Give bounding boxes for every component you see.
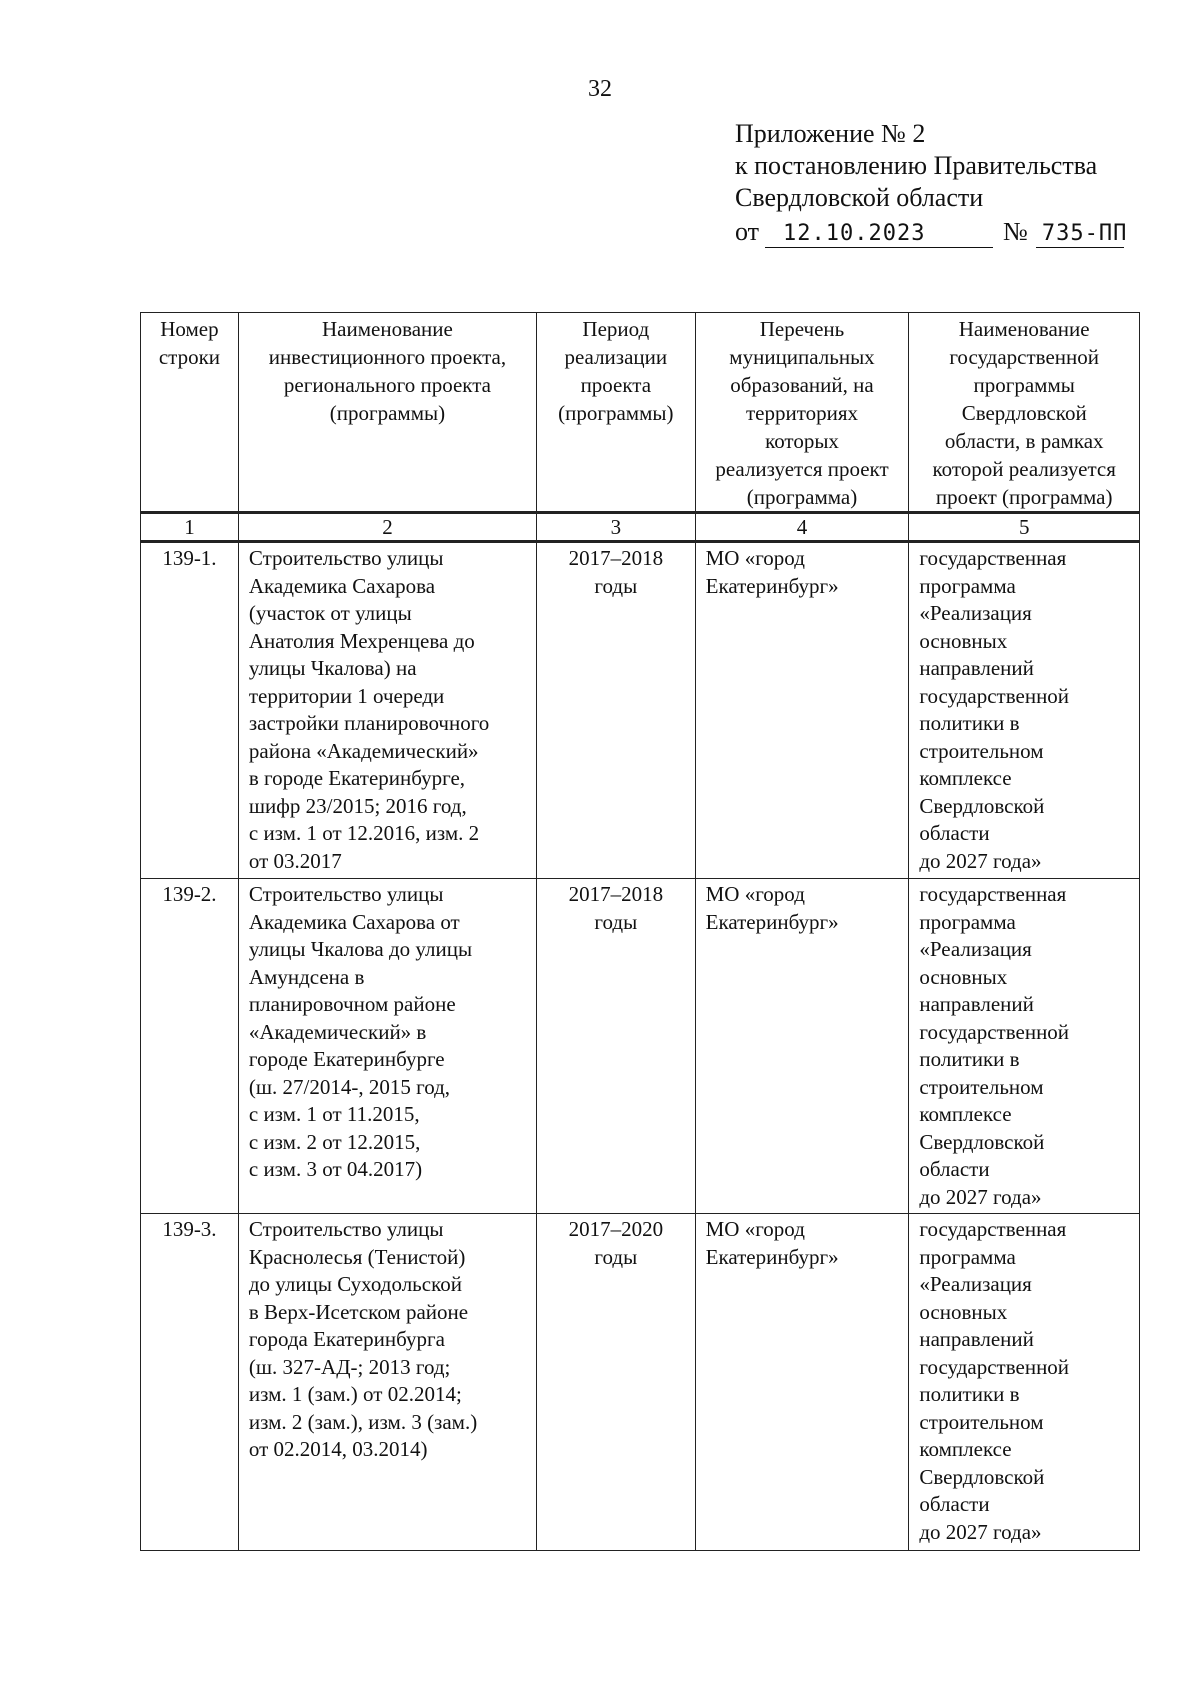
table-row <box>141 1214 1140 1551</box>
project-period: 2017–2018 годы <box>537 542 696 879</box>
projects-table <box>140 312 1140 1551</box>
row-number: 139-3. <box>141 1214 239 1551</box>
column-number: 1 <box>141 513 239 542</box>
appendix-region-line: Свердловской области <box>735 183 984 212</box>
row-number: 139-2. <box>141 879 239 1214</box>
column-number: 2 <box>238 513 536 542</box>
column-number: 4 <box>695 513 909 542</box>
column-number: 3 <box>537 513 696 542</box>
header-project-name: Наименование инвестиционного проекта, регионального проекта (программы) <box>238 313 536 513</box>
project-name: Строительство улицы Академика Сахарова от улицы Чкалова до улицы Амундсена в планировочном районе «Академический» в городе Екатеринбурге (ш. 27/2014-, 2015 год, с изм. 1 от 11.2015, с изм. 2 от 12.2015, с изм. 3 от 04.2017) <box>238 879 536 1214</box>
header-period: Период реализации проекта (программы) <box>537 313 696 513</box>
decree-number: 735-ПП <box>1036 221 1124 248</box>
page-number: 32 <box>588 76 612 102</box>
column-numbers-row <box>141 513 1140 542</box>
project-name: Строительство улицы Академика Сахарова (участок от улицы Анатолия Мехренцева до улицы Чкалова) на территории 1 очереди застройки планировочного района «Академический» в городе Екатеринбурге, шифр 23/2015; 2016 год, с изм. 1 от 12.2016, изм. 2 от 03.2017 <box>238 542 536 879</box>
municipality: МО «город Екатеринбург» <box>695 1214 909 1551</box>
decree-date: 12.10.2023 <box>765 221 993 248</box>
number-label: № <box>1003 217 1028 246</box>
municipality: МО «город Екатеринбург» <box>695 879 909 1214</box>
municipality: МО «город Екатеринбург» <box>695 542 909 879</box>
table-row <box>141 542 1140 879</box>
appendix-date-number-line <box>735 216 1175 248</box>
row-number: 139-1. <box>141 542 239 879</box>
project-period: 2017–2018 годы <box>537 879 696 1214</box>
from-label: от <box>735 217 760 246</box>
header-municipalities: Перечень муниципальных образований, на территориях которых реализуется проект (программа) <box>695 313 909 513</box>
state-program: государственная программа «Реализация основных направлений государственной политики в строительном комплексе Свердловской области до 2027 года» <box>909 879 1140 1214</box>
column-number: 5 <box>909 513 1140 542</box>
header-row-number: Номер строки <box>141 313 239 513</box>
project-period: 2017–2020 годы <box>537 1214 696 1551</box>
appendix-header <box>735 118 1175 248</box>
state-program: государственная программа «Реализация основных направлений государственной политики в строительном комплексе Свердловской области до 2027 года» <box>909 542 1140 879</box>
table-row <box>141 879 1140 1214</box>
header-state-program: Наименование государственной программы Свердловской области, в рамках которой реализуется проект (программа) <box>909 313 1140 513</box>
state-program: государственная программа «Реализация основных направлений государственной политики в строительном комплексе Свердловской области до 2027 года» <box>909 1214 1140 1551</box>
table-header-row <box>141 313 1140 513</box>
project-name: Строительство улицы Краснолесья (Тенистой) до улицы Суходольской в Верх-Исетском районе города Екатеринбурга (ш. 327-АД-; 2013 год; изм. 1 (зам.) от 02.2014; изм. 2 (зам.), изм. 3 (зам.) от 02.2014, 03.2014) <box>238 1214 536 1551</box>
appendix-decree-line: к постановлению Правительства <box>735 151 1098 180</box>
appendix-title: Приложение № 2 <box>735 119 926 148</box>
